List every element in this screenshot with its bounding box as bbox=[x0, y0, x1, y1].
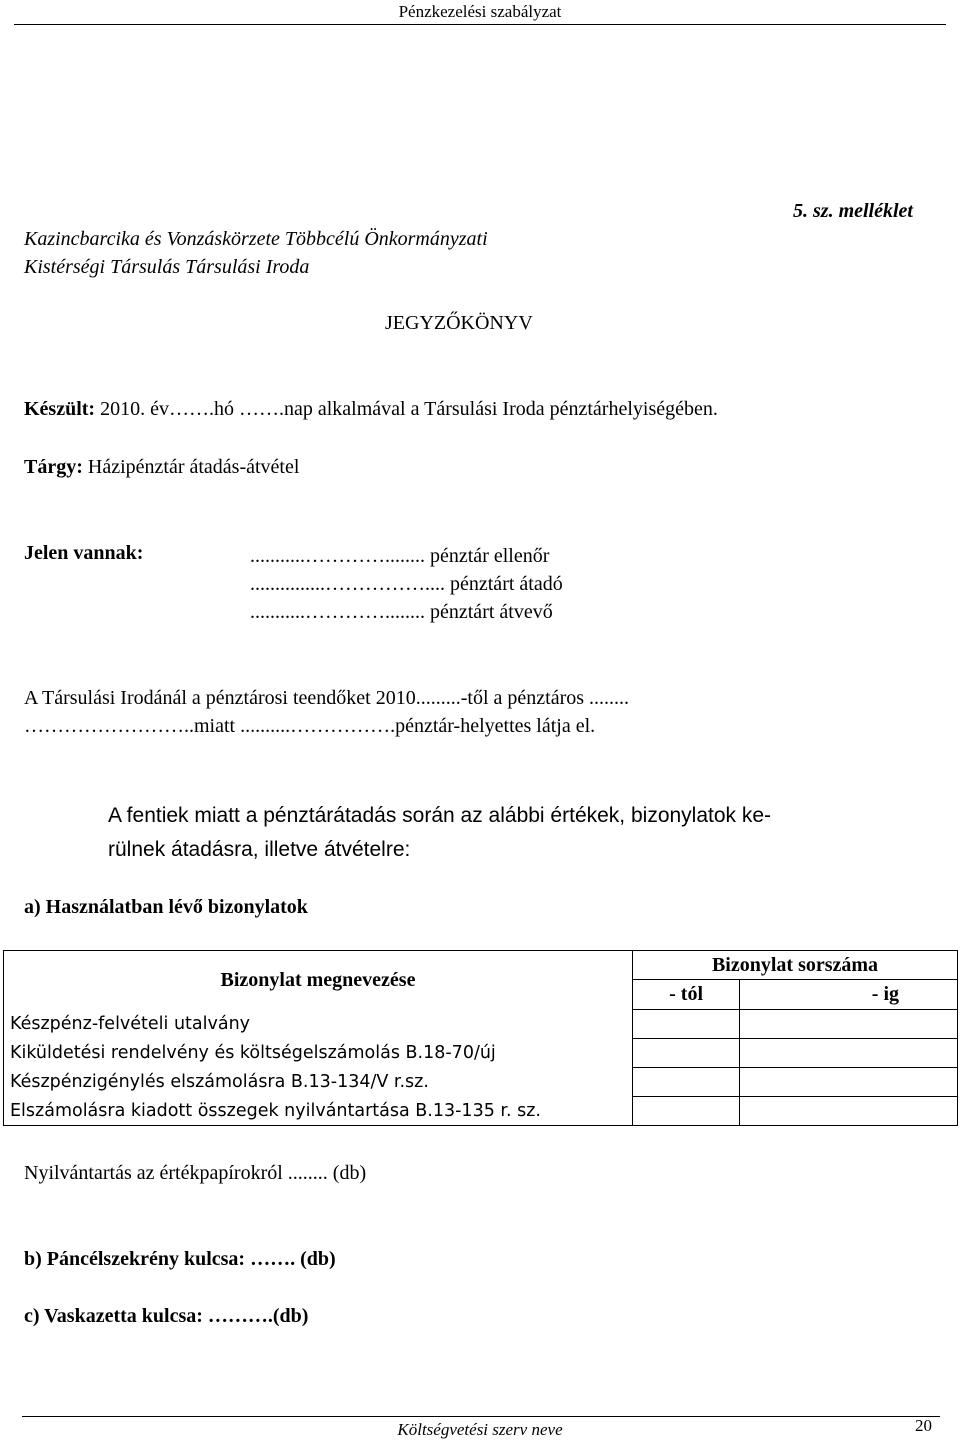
row-to-cell bbox=[740, 1096, 958, 1126]
subject-text: Házipénztár átadás-átvétel bbox=[87, 456, 300, 478]
col-header-to: - ig bbox=[740, 980, 958, 1009]
documents-table bbox=[3, 950, 958, 1126]
row-from-cell bbox=[633, 1038, 740, 1067]
footer-text: Költségvetési szerv neve bbox=[397, 1420, 563, 1439]
made-label: Készült: bbox=[24, 398, 96, 420]
duties-line-1: A Társulási Irodánál a pénztárosi teendőket 2010.........-től a pénztáros ........ bbox=[24, 687, 630, 709]
row-name: Kiküldetési rendelvény és költségelszámolás B.18-70/új bbox=[4, 1038, 633, 1067]
col-header-from: - tól bbox=[633, 980, 740, 1009]
row-to-cell bbox=[740, 1009, 958, 1038]
subject-label: Tárgy: bbox=[24, 456, 83, 478]
present-item: ...............…………….... pénztárt átadó bbox=[250, 573, 563, 595]
row-name: Készpénzigénylés elszámolásra B.13-134/V r.sz. bbox=[4, 1067, 633, 1096]
row-from-cell bbox=[633, 1009, 740, 1038]
org-name-line-1: Kazincbarcika és Vonzáskörzete Többcélú Önkormányzati bbox=[24, 228, 488, 250]
present-item: ...........…………........ pénztárt átvevő bbox=[250, 601, 553, 623]
table-row bbox=[4, 1096, 958, 1126]
document-title: JEGYZŐKÖNYV bbox=[385, 312, 533, 334]
table-row bbox=[4, 1038, 958, 1067]
col-header-serial: Bizonylat sorszáma bbox=[633, 951, 958, 980]
col-header-name: Bizonylat megnevezése bbox=[4, 951, 633, 1010]
row-to-cell bbox=[740, 1067, 958, 1096]
present-item: ...........…………........ pénztár ellenőr bbox=[250, 545, 550, 567]
table-row bbox=[4, 1067, 958, 1096]
footer-rule bbox=[22, 1416, 940, 1417]
header-rule bbox=[14, 24, 946, 25]
section-a-heading: a) Használatban lévő bizonylatok bbox=[24, 896, 308, 918]
intro-line-1: A fentiek miatt a pénztárátadás során az alábbi értékek, bizonylatok ke- bbox=[108, 804, 772, 827]
duties-line-2: ……………………..miatt ..........…………….pénztár-helyettes látja el. bbox=[24, 715, 596, 737]
subject-line bbox=[24, 456, 299, 479]
annex-label: 5. sz. melléklet bbox=[793, 200, 913, 222]
org-name-line-2: Kistérségi Társulás Társulási Iroda bbox=[24, 256, 310, 278]
row-name: Készpénz-felvételi utalvány bbox=[4, 1009, 633, 1038]
page-number: 20 bbox=[915, 1416, 932, 1435]
row-name: Elszámolásra kiadott összegek nyilvántartása B.13-135 r. sz. bbox=[4, 1096, 633, 1126]
row-to-cell bbox=[740, 1038, 958, 1067]
section-b-line: b) Páncélszekrény kulcsa: ……. (db) bbox=[24, 1248, 336, 1270]
table-row bbox=[4, 1009, 958, 1038]
page-header: Pénzkezelési szabályzat bbox=[398, 2, 562, 21]
present-label: Jelen vannak: bbox=[24, 542, 144, 564]
made-line bbox=[24, 398, 718, 421]
row-from-cell bbox=[633, 1096, 740, 1126]
row-from-cell bbox=[633, 1067, 740, 1096]
securities-line: Nyilvántartás az értékpapírokról ........ (db) bbox=[24, 1162, 367, 1184]
made-text: 2010. év…….hó …….nap alkalmával a Társulási Iroda pénztárhelyiségében. bbox=[100, 398, 718, 420]
intro-line-2: rülnek átadásra, illetve átvételre: bbox=[108, 838, 411, 861]
section-c-line: c) Vaskazetta kulcsa: ……….(db) bbox=[24, 1305, 309, 1327]
